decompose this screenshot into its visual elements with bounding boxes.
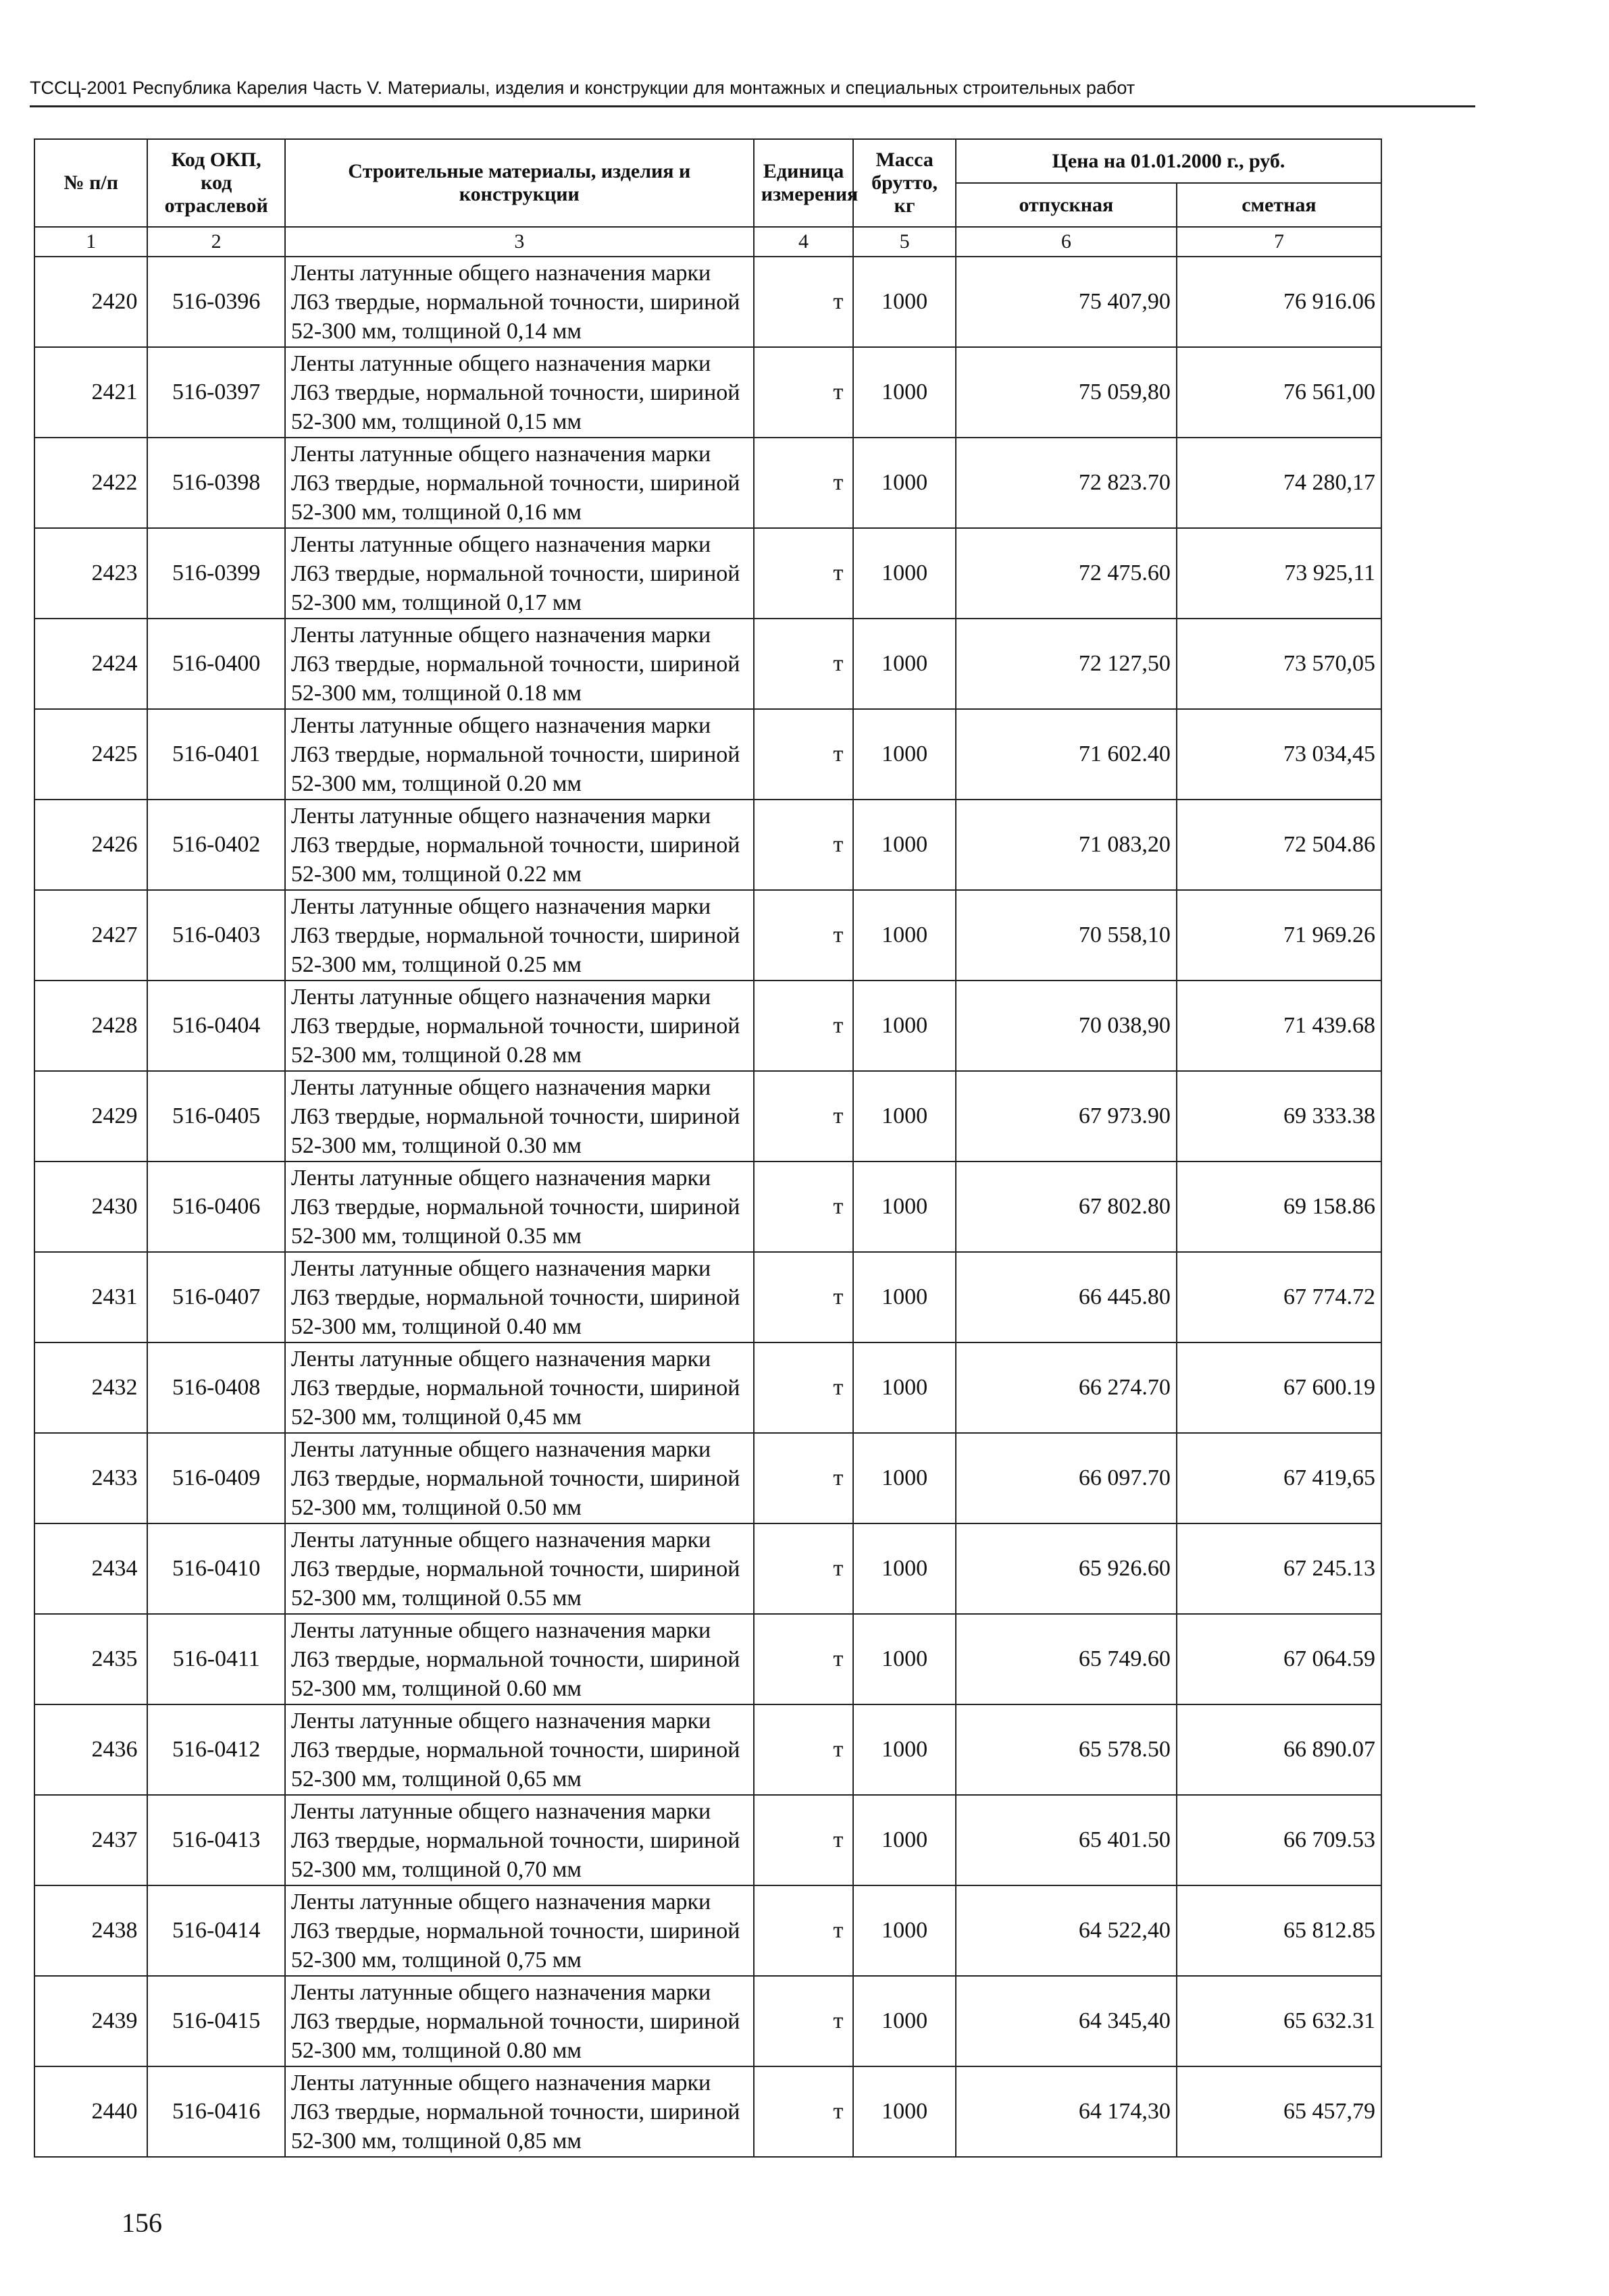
table-row [34,347,1381,438]
header-unit: Единица измерения [754,139,854,227]
okp-code-cell: 516-0407 [147,1252,284,1342]
unit-cell: т [754,1885,854,1976]
unit-cell: т [754,1976,854,2066]
unit-cell: т [754,1704,854,1795]
mass-cell: 1000 [853,709,956,800]
price-release-cell: 64 174,30 [956,2066,1177,2157]
column-number: 1 [34,227,147,257]
row-number-cell: 2432 [34,1342,147,1433]
okp-code-cell: 516-0397 [147,347,284,438]
mass-cell: 1000 [853,1342,956,1433]
price-estimate-cell: 67 600.19 [1177,1342,1381,1433]
row-number-cell: 2425 [34,709,147,800]
price-estimate-cell: 66 890.07 [1177,1704,1381,1795]
table-row [34,1342,1381,1433]
mass-cell: 1000 [853,438,956,528]
price-estimate-cell: 73 570,05 [1177,619,1381,709]
table-row [34,709,1381,800]
header-row-no: № п/п [34,139,147,227]
material-description-cell: Ленты латунные общего назначения марки Л63 твердые, нормальной точности, шириной 52-300 мм, толщиной 0,16 мм [285,438,754,528]
okp-code-cell: 516-0410 [147,1523,284,1614]
price-estimate-cell: 66 709.53 [1177,1795,1381,1885]
table-row [34,1976,1381,2066]
row-number-cell: 2429 [34,1071,147,1162]
material-description-cell: Ленты латунные общего назначения марки Л63 твердые, нормальной точности, шириной 52-300 мм, толщиной 0.22 мм [285,800,754,890]
price-release-cell: 66 445.80 [956,1252,1177,1342]
material-description-cell: Ленты латунные общего назначения марки Л63 твердые, нормальной точности, шириной 52-300 мм, толщиной 0,75 мм [285,1885,754,1976]
table-row [34,1071,1381,1162]
table-row [34,2066,1381,2157]
table-row [34,1885,1381,1976]
unit-cell: т [754,257,854,347]
material-description-cell: Ленты латунные общего назначения марки Л63 твердые, нормальной точности, шириной 52-300 мм, толщиной 0,45 мм [285,1342,754,1433]
row-number-cell: 2431 [34,1252,147,1342]
price-estimate-cell: 74 280,17 [1177,438,1381,528]
column-number: 2 [147,227,284,257]
mass-cell: 1000 [853,1795,956,1885]
unit-cell: т [754,890,854,981]
price-estimate-cell: 69 158.86 [1177,1162,1381,1252]
price-release-cell: 71 083,20 [956,800,1177,890]
page-header: ТССЦ-2001 Республика Карелия Часть V. Материалы, изделия и конструкции для монтажных и специальных строительных работ [30,74,1475,107]
table-row [34,981,1381,1071]
unit-cell: т [754,1523,854,1614]
column-number: 5 [853,227,956,257]
column-number: 3 [285,227,754,257]
material-description-cell: Ленты латунные общего назначения марки Л63 твердые, нормальной точности, шириной 52-300 мм, толщиной 0.40 мм [285,1252,754,1342]
price-release-cell: 75 059,80 [956,347,1177,438]
mass-cell: 1000 [853,981,956,1071]
price-estimate-cell: 65 812.85 [1177,1885,1381,1976]
mass-cell: 1000 [853,800,956,890]
row-number-cell: 2438 [34,1885,147,1976]
material-description-cell: Ленты латунные общего назначения марки Л63 твердые, нормальной точности, шириной 52-300 мм, толщиной 0.18 мм [285,619,754,709]
unit-cell: т [754,1433,854,1523]
material-description-cell: Ленты латунные общего назначения марки Л63 твердые, нормальной точности, шириной 52-300 мм, толщиной 0,65 мм [285,1704,754,1795]
okp-code-cell: 516-0396 [147,257,284,347]
mass-cell: 1000 [853,347,956,438]
row-number-cell: 2420 [34,257,147,347]
row-number-cell: 2422 [34,438,147,528]
price-estimate-cell: 65 632.31 [1177,1976,1381,2066]
table-row [34,1162,1381,1252]
material-description-cell: Ленты латунные общего назначения марки Л63 твердые, нормальной точности, шириной 52-300 мм, толщиной 0,15 мм [285,347,754,438]
price-estimate-cell: 71 969.26 [1177,890,1381,981]
price-estimate-cell: 67 419,65 [1177,1433,1381,1523]
material-description-cell: Ленты латунные общего назначения марки Л63 твердые, нормальной точности, шириной 52-300 мм, толщиной 0.80 мм [285,1976,754,2066]
price-estimate-cell: 67 774.72 [1177,1252,1381,1342]
row-number-cell: 2428 [34,981,147,1071]
row-number-cell: 2426 [34,800,147,890]
mass-cell: 1000 [853,1071,956,1162]
mass-cell: 1000 [853,2066,956,2157]
header-price-group: Цена на 01.01.2000 г., руб. [956,139,1381,183]
okp-code-cell: 516-0405 [147,1071,284,1162]
row-number-cell: 2434 [34,1523,147,1614]
page-number: 156 [122,2208,162,2238]
mass-cell: 1000 [853,257,956,347]
price-estimate-cell: 73 034,45 [1177,709,1381,800]
mass-cell: 1000 [853,528,956,619]
okp-code-cell: 516-0403 [147,890,284,981]
material-description-cell: Ленты латунные общего назначения марки Л63 твердые, нормальной точности, шириной 52-300 мм, толщиной 0.30 мм [285,1071,754,1162]
mass-cell: 1000 [853,1433,956,1523]
header-price-release: отпускная [956,183,1177,227]
price-release-cell: 67 802.80 [956,1162,1177,1252]
table-row [34,1614,1381,1704]
column-number: 7 [1177,227,1381,257]
price-release-cell: 64 345,40 [956,1976,1177,2066]
table-row [34,438,1381,528]
unit-cell: т [754,1342,854,1433]
price-estimate-cell: 65 457,79 [1177,2066,1381,2157]
table-row [34,1523,1381,1614]
table-row [34,1795,1381,1885]
unit-cell: т [754,619,854,709]
column-number: 6 [956,227,1177,257]
unit-cell: т [754,438,854,528]
row-number-cell: 2430 [34,1162,147,1252]
price-release-cell: 66 274.70 [956,1342,1177,1433]
material-description-cell: Ленты латунные общего назначения марки Л63 твердые, нормальной точности, шириной 52-300 мм, толщиной 0.28 мм [285,981,754,1071]
header-mass: Масса брутто, кг [853,139,956,227]
price-release-cell: 72 475.60 [956,528,1177,619]
price-release-cell: 67 973.90 [956,1071,1177,1162]
okp-code-cell: 516-0402 [147,800,284,890]
row-number-cell: 2440 [34,2066,147,2157]
material-description-cell: Ленты латунные общего назначения марки Л63 твердые, нормальной точности, шириной 52-300 мм, толщиной 0,70 мм [285,1795,754,1885]
unit-cell: т [754,347,854,438]
price-release-cell: 65 749.60 [956,1614,1177,1704]
okp-code-cell: 516-0416 [147,2066,284,2157]
row-number-cell: 2423 [34,528,147,619]
unit-cell: т [754,2066,854,2157]
okp-code-cell: 516-0412 [147,1704,284,1795]
unit-cell: т [754,709,854,800]
mass-cell: 1000 [853,1523,956,1614]
price-release-cell: 72 823.70 [956,438,1177,528]
mass-cell: 1000 [853,1976,956,2066]
unit-cell: т [754,1071,854,1162]
price-estimate-cell: 71 439.68 [1177,981,1381,1071]
price-release-cell: 75 407,90 [956,257,1177,347]
price-estimate-cell: 67 064.59 [1177,1614,1381,1704]
mass-cell: 1000 [853,1252,956,1342]
header-materials: Строительные материалы, изделия и конструкции [285,139,754,227]
unit-cell: т [754,1162,854,1252]
header-price-estimate: сметная [1177,183,1381,227]
mass-cell: 1000 [853,1162,956,1252]
mass-cell: 1000 [853,1704,956,1795]
row-number-cell: 2433 [34,1433,147,1523]
unit-cell: т [754,981,854,1071]
price-release-cell: 70 038,90 [956,981,1177,1071]
material-description-cell: Ленты латунные общего назначения марки Л63 твердые, нормальной точности, шириной 52-300 мм, толщиной 0.55 мм [285,1523,754,1614]
material-description-cell: Ленты латунные общего назначения марки Л63 твердые, нормальной точности, шириной 52-300 мм, толщиной 0.25 мм [285,890,754,981]
okp-code-cell: 516-0414 [147,1885,284,1976]
column-number: 4 [754,227,854,257]
row-number-cell: 2427 [34,890,147,981]
row-number-cell: 2436 [34,1704,147,1795]
price-estimate-cell: 76 916.06 [1177,257,1381,347]
unit-cell: т [754,1252,854,1342]
price-estimate-cell: 67 245.13 [1177,1523,1381,1614]
price-release-cell: 70 558,10 [956,890,1177,981]
price-estimate-cell: 72 504.86 [1177,800,1381,890]
mass-cell: 1000 [853,1885,956,1976]
price-estimate-cell: 73 925,11 [1177,528,1381,619]
header-okp-code: Код ОКП, код отраслевой [147,139,284,227]
material-description-cell: Ленты латунные общего назначения марки Л63 твердые, нормальной точности, шириной 52-300 мм, толщиной 0,85 мм [285,2066,754,2157]
mass-cell: 1000 [853,1614,956,1704]
price-release-cell: 64 522,40 [956,1885,1177,1976]
table-row [34,1252,1381,1342]
row-number-cell: 2424 [34,619,147,709]
material-description-cell: Ленты латунные общего назначения марки Л63 твердые, нормальной точности, шириной 52-300 мм, толщиной 0,17 мм [285,528,754,619]
row-number-cell: 2435 [34,1614,147,1704]
okp-code-cell: 516-0398 [147,438,284,528]
price-table [34,138,1382,2158]
price-release-cell: 66 097.70 [956,1433,1177,1523]
row-number-cell: 2421 [34,347,147,438]
okp-code-cell: 516-0406 [147,1162,284,1252]
unit-cell: т [754,800,854,890]
table-header [34,139,1381,227]
material-description-cell: Ленты латунные общего назначения марки Л63 твердые, нормальной точности, шириной 52-300 мм, толщиной 0.60 мм [285,1614,754,1704]
okp-code-cell: 516-0399 [147,528,284,619]
material-description-cell: Ленты латунные общего назначения марки Л63 твердые, нормальной точности, шириной 52-300 мм, толщиной 0.20 мм [285,709,754,800]
okp-code-cell: 516-0415 [147,1976,284,2066]
okp-code-cell: 516-0404 [147,981,284,1071]
price-release-cell: 72 127,50 [956,619,1177,709]
table-row [34,1433,1381,1523]
okp-code-cell: 516-0401 [147,709,284,800]
row-number-cell: 2437 [34,1795,147,1885]
mass-cell: 1000 [853,619,956,709]
unit-cell: т [754,528,854,619]
table-row [34,257,1381,347]
table-row [34,890,1381,981]
table-body [34,227,1381,2157]
table-row [34,1704,1381,1795]
okp-code-cell: 516-0411 [147,1614,284,1704]
material-description-cell: Ленты латунные общего назначения марки Л63 твердые, нормальной точности, шириной 52-300 мм, толщиной 0,14 мм [285,257,754,347]
price-release-cell: 71 602.40 [956,709,1177,800]
material-description-cell: Ленты латунные общего назначения марки Л63 твердые, нормальной точности, шириной 52-300 мм, толщиной 0.50 мм [285,1433,754,1523]
table-row [34,619,1381,709]
table-row [34,800,1381,890]
table-row [34,528,1381,619]
material-description-cell: Ленты латунные общего назначения марки Л63 твердые, нормальной точности, шириной 52-300 мм, толщиной 0.35 мм [285,1162,754,1252]
mass-cell: 1000 [853,890,956,981]
okp-code-cell: 516-0408 [147,1342,284,1433]
okp-code-cell: 516-0413 [147,1795,284,1885]
price-release-cell: 65 926.60 [956,1523,1177,1614]
row-number-cell: 2439 [34,1976,147,2066]
price-release-cell: 65 578.50 [956,1704,1177,1795]
column-number-row [34,227,1381,257]
okp-code-cell: 516-0400 [147,619,284,709]
price-estimate-cell: 76 561,00 [1177,347,1381,438]
unit-cell: т [754,1795,854,1885]
price-estimate-cell: 69 333.38 [1177,1071,1381,1162]
unit-cell: т [754,1614,854,1704]
price-release-cell: 65 401.50 [956,1795,1177,1885]
okp-code-cell: 516-0409 [147,1433,284,1523]
